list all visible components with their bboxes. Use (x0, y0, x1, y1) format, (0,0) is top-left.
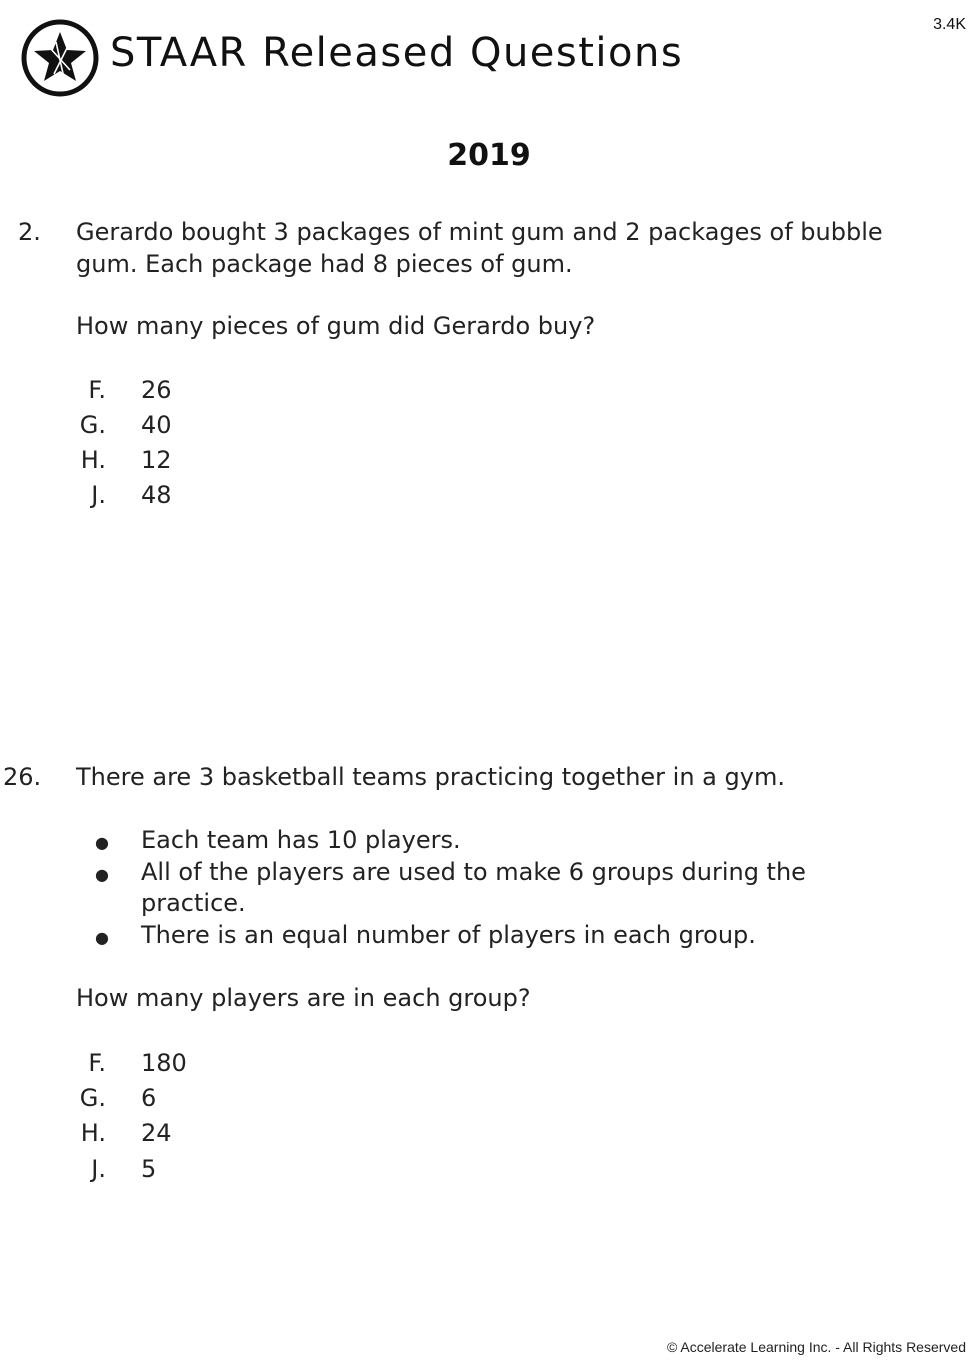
question-prompt: How many players are in each group? (76, 984, 531, 1012)
question-text (76, 216, 883, 280)
choice-text: 12 (141, 446, 172, 474)
choice-letter: F. (88, 1049, 106, 1077)
question-prompt: How many pieces of gum did Gerardo buy? (76, 312, 596, 340)
page-title: STAAR Released Questions (110, 30, 684, 76)
copyright-footer: © Accelerate Learning Inc. - All Rights Reserved (666, 1339, 966, 1355)
bullet-text: There is an equal number of players in each group. (141, 921, 756, 949)
bullet-dot: ● (95, 833, 109, 852)
bullet-dot: ● (95, 928, 109, 947)
choice-text: 24 (141, 1119, 172, 1147)
star-circle-logo-icon (20, 18, 100, 98)
question-text-line: Gerardo bought 3 packages of mint gum and 2 packages of bubble (76, 218, 883, 246)
choice-letter: H. (80, 446, 106, 474)
choice-text: 26 (141, 376, 172, 404)
choice-letter: J. (91, 481, 106, 509)
standard-code: 3.4K (933, 16, 966, 33)
choice-text: 5 (141, 1155, 157, 1183)
choice-letter: F. (88, 376, 106, 404)
choice-letter: G. (79, 1084, 106, 1112)
question-text-line: gum. Each package had 8 pieces of gum. (76, 250, 573, 278)
choice-text: 48 (141, 481, 172, 509)
year-heading: 2019 (447, 138, 531, 173)
bullet-text: practice. (141, 889, 246, 917)
bullet-dot: ● (95, 865, 109, 884)
choice-letter: H. (80, 1119, 106, 1147)
choice-letter: J. (91, 1155, 106, 1183)
question-number: 26. (3, 763, 42, 791)
question-number: 2. (18, 218, 41, 246)
bullet-text: All of the players are used to make 6 groups during the (141, 858, 806, 886)
choice-letter: G. (79, 411, 106, 439)
bullet-text: Each team has 10 players. (141, 826, 461, 854)
choice-text: 40 (141, 411, 172, 439)
choice-text: 180 (141, 1049, 187, 1077)
choice-text: 6 (141, 1084, 157, 1112)
question-text: There are 3 basketball teams practicing together in a gym. (76, 763, 785, 791)
